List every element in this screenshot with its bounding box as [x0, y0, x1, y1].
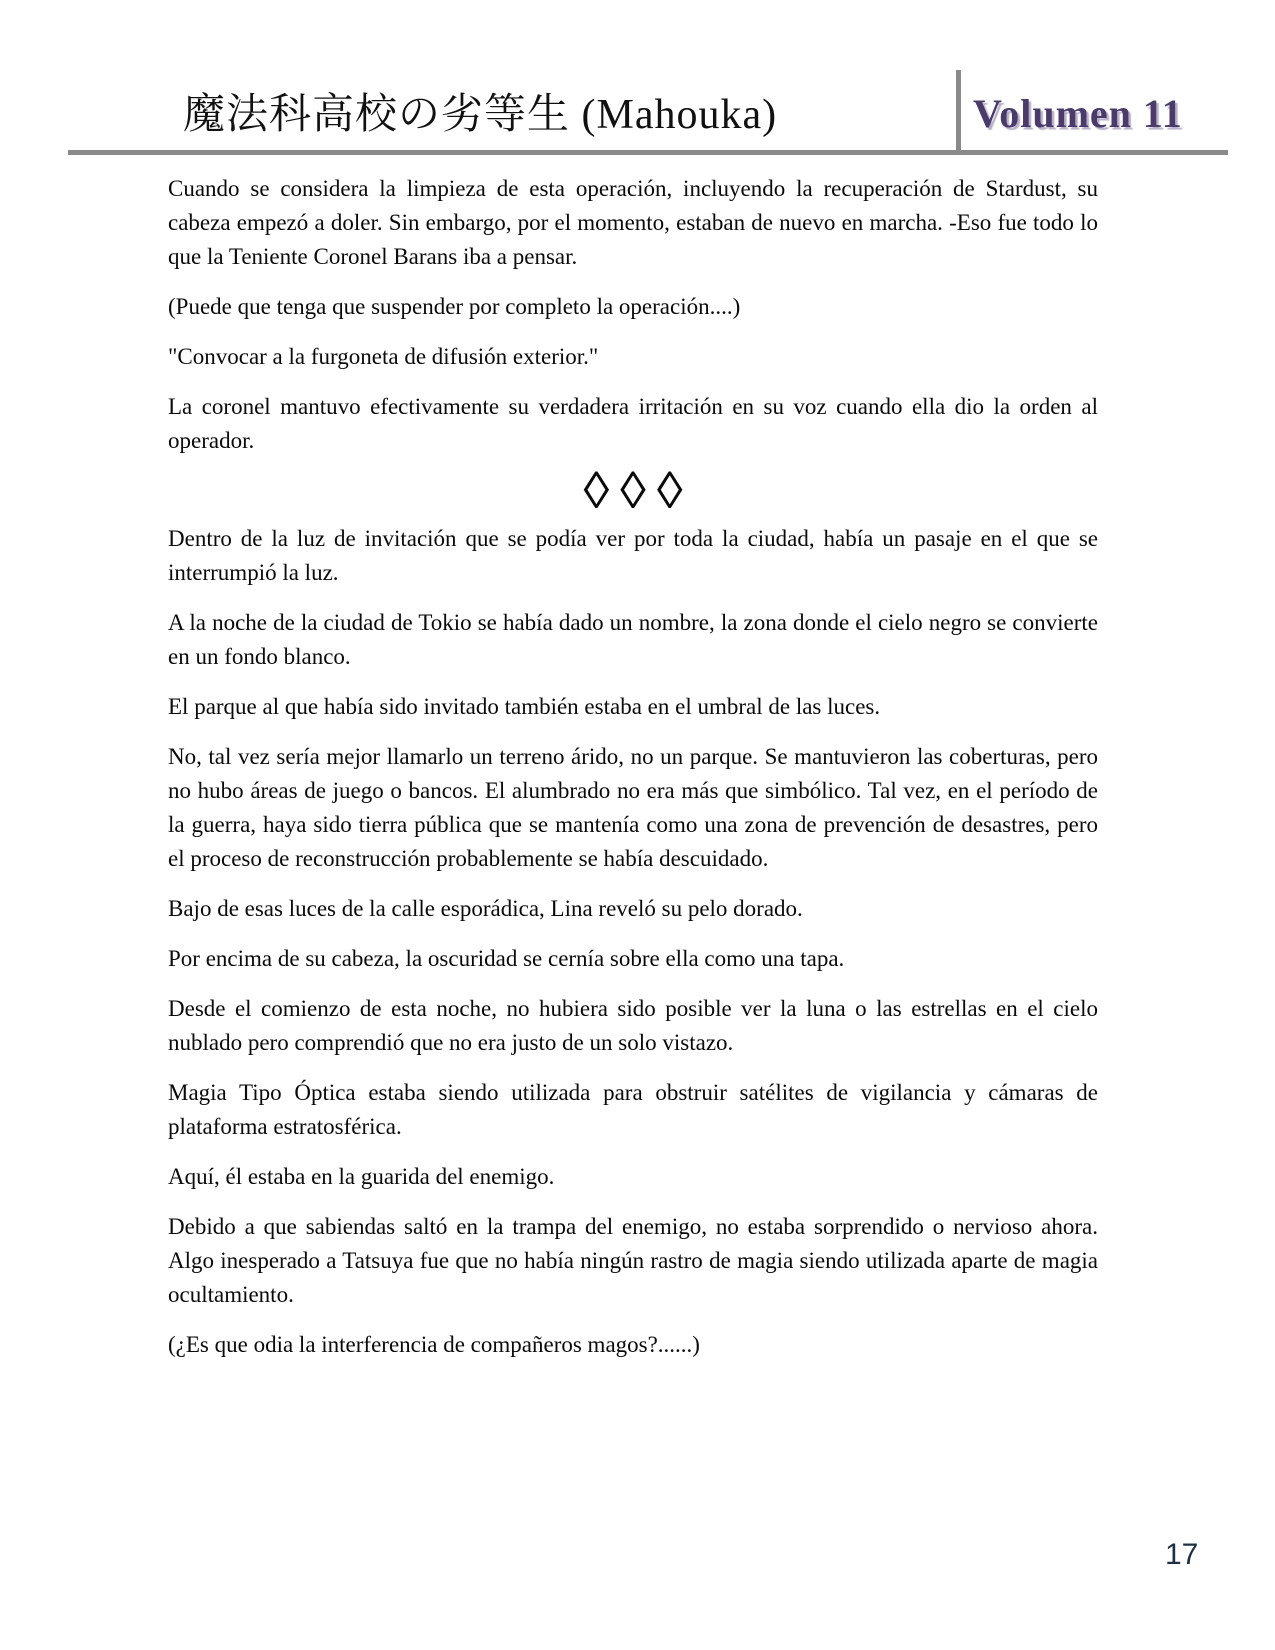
paragraph: "Convocar a la furgoneta de difusión exterior."	[168, 344, 599, 369]
paragraph: Cuando se considera la limpieza de esta operación, incluyendo la recuperación de Stardust, su cabeza empezó a doler. Sin embargo, por el momento, estaban de nuevo en marcha. -Eso fue todo lo que la Teniente Coronel Barans iba a pensar.	[168, 176, 1098, 269]
paragraph: (Puede que tenga que suspender por completo la operación....)	[168, 294, 741, 319]
paragraph: Aquí, él estaba en la guarida del enemigo.	[168, 1164, 555, 1189]
paragraph: Dentro de la luz de invitación que se podía ver por toda la ciudad, había un pasaje en el que se interrumpió la luz.	[168, 526, 1098, 585]
volume-label: Volumen 11	[973, 91, 1183, 136]
page-header	[68, 64, 1228, 155]
paragraph: Por encima de su cabeza, la oscuridad se cernía sobre ella como una tapa.	[168, 946, 845, 971]
paragraph: No, tal vez sería mejor llamarlo un terreno árido, no un parque. Se mantuvieron las coberturas, pero no hubo áreas de juego o bancos. El alumbrado no era más que simbólico. Tal vez, en el período de la guerra, haya sido tierra pública que se mantenía como una zona de prevención de desastres, pero el proceso de reconstrucción probablemente se había descuidado.	[168, 744, 1098, 871]
text-section-before-separator	[168, 172, 1098, 458]
paragraph: El parque al que había sido invitado también estaba en el umbral de las luces.	[168, 694, 881, 719]
page-number: 17	[1165, 1538, 1199, 1571]
paragraph: A la noche de la ciudad de Tokio se había dado un nombre, la zona donde el cielo negro se convierte en un fondo blanco.	[168, 610, 1098, 669]
paragraph: Bajo de esas luces de la calle esporádica, Lina reveló su pelo dorado.	[168, 896, 803, 921]
text-section-after-separator	[168, 522, 1098, 1362]
book-title: 魔法科高校の劣等生 (Mahouka)	[183, 92, 778, 138]
paragraph: La coronel mantuvo efectivamente su verdadera irritación en su voz cuando ella dio la orden al operador.	[168, 394, 1098, 453]
paragraph: Desde el comienzo de esta noche, no hubiera sido posible ver la luna o las estrellas en el cielo nublado pero comprendió que no era justo de un solo vistazo.	[168, 996, 1098, 1055]
page-body	[168, 172, 1098, 1378]
header-vertical-divider	[956, 70, 961, 150]
paragraph: Debido a que sabiendas saltó en la trampa del enemigo, no estaba sorprendido o nervioso ahora. Algo inesperado a Tatsuya fue que no había ningún rastro de magia siendo utilizada aparte de magia ocultamiento.	[168, 1214, 1098, 1307]
paragraph: (¿Es que odia la interferencia de compañeros magos?......)	[168, 1332, 700, 1357]
scene-separator: ◊ ◊ ◊	[583, 463, 683, 520]
paragraph: Magia Tipo Óptica estaba siendo utilizada para obstruir satélites de vigilancia y cámaras de plataforma estratosférica.	[168, 1080, 1098, 1139]
